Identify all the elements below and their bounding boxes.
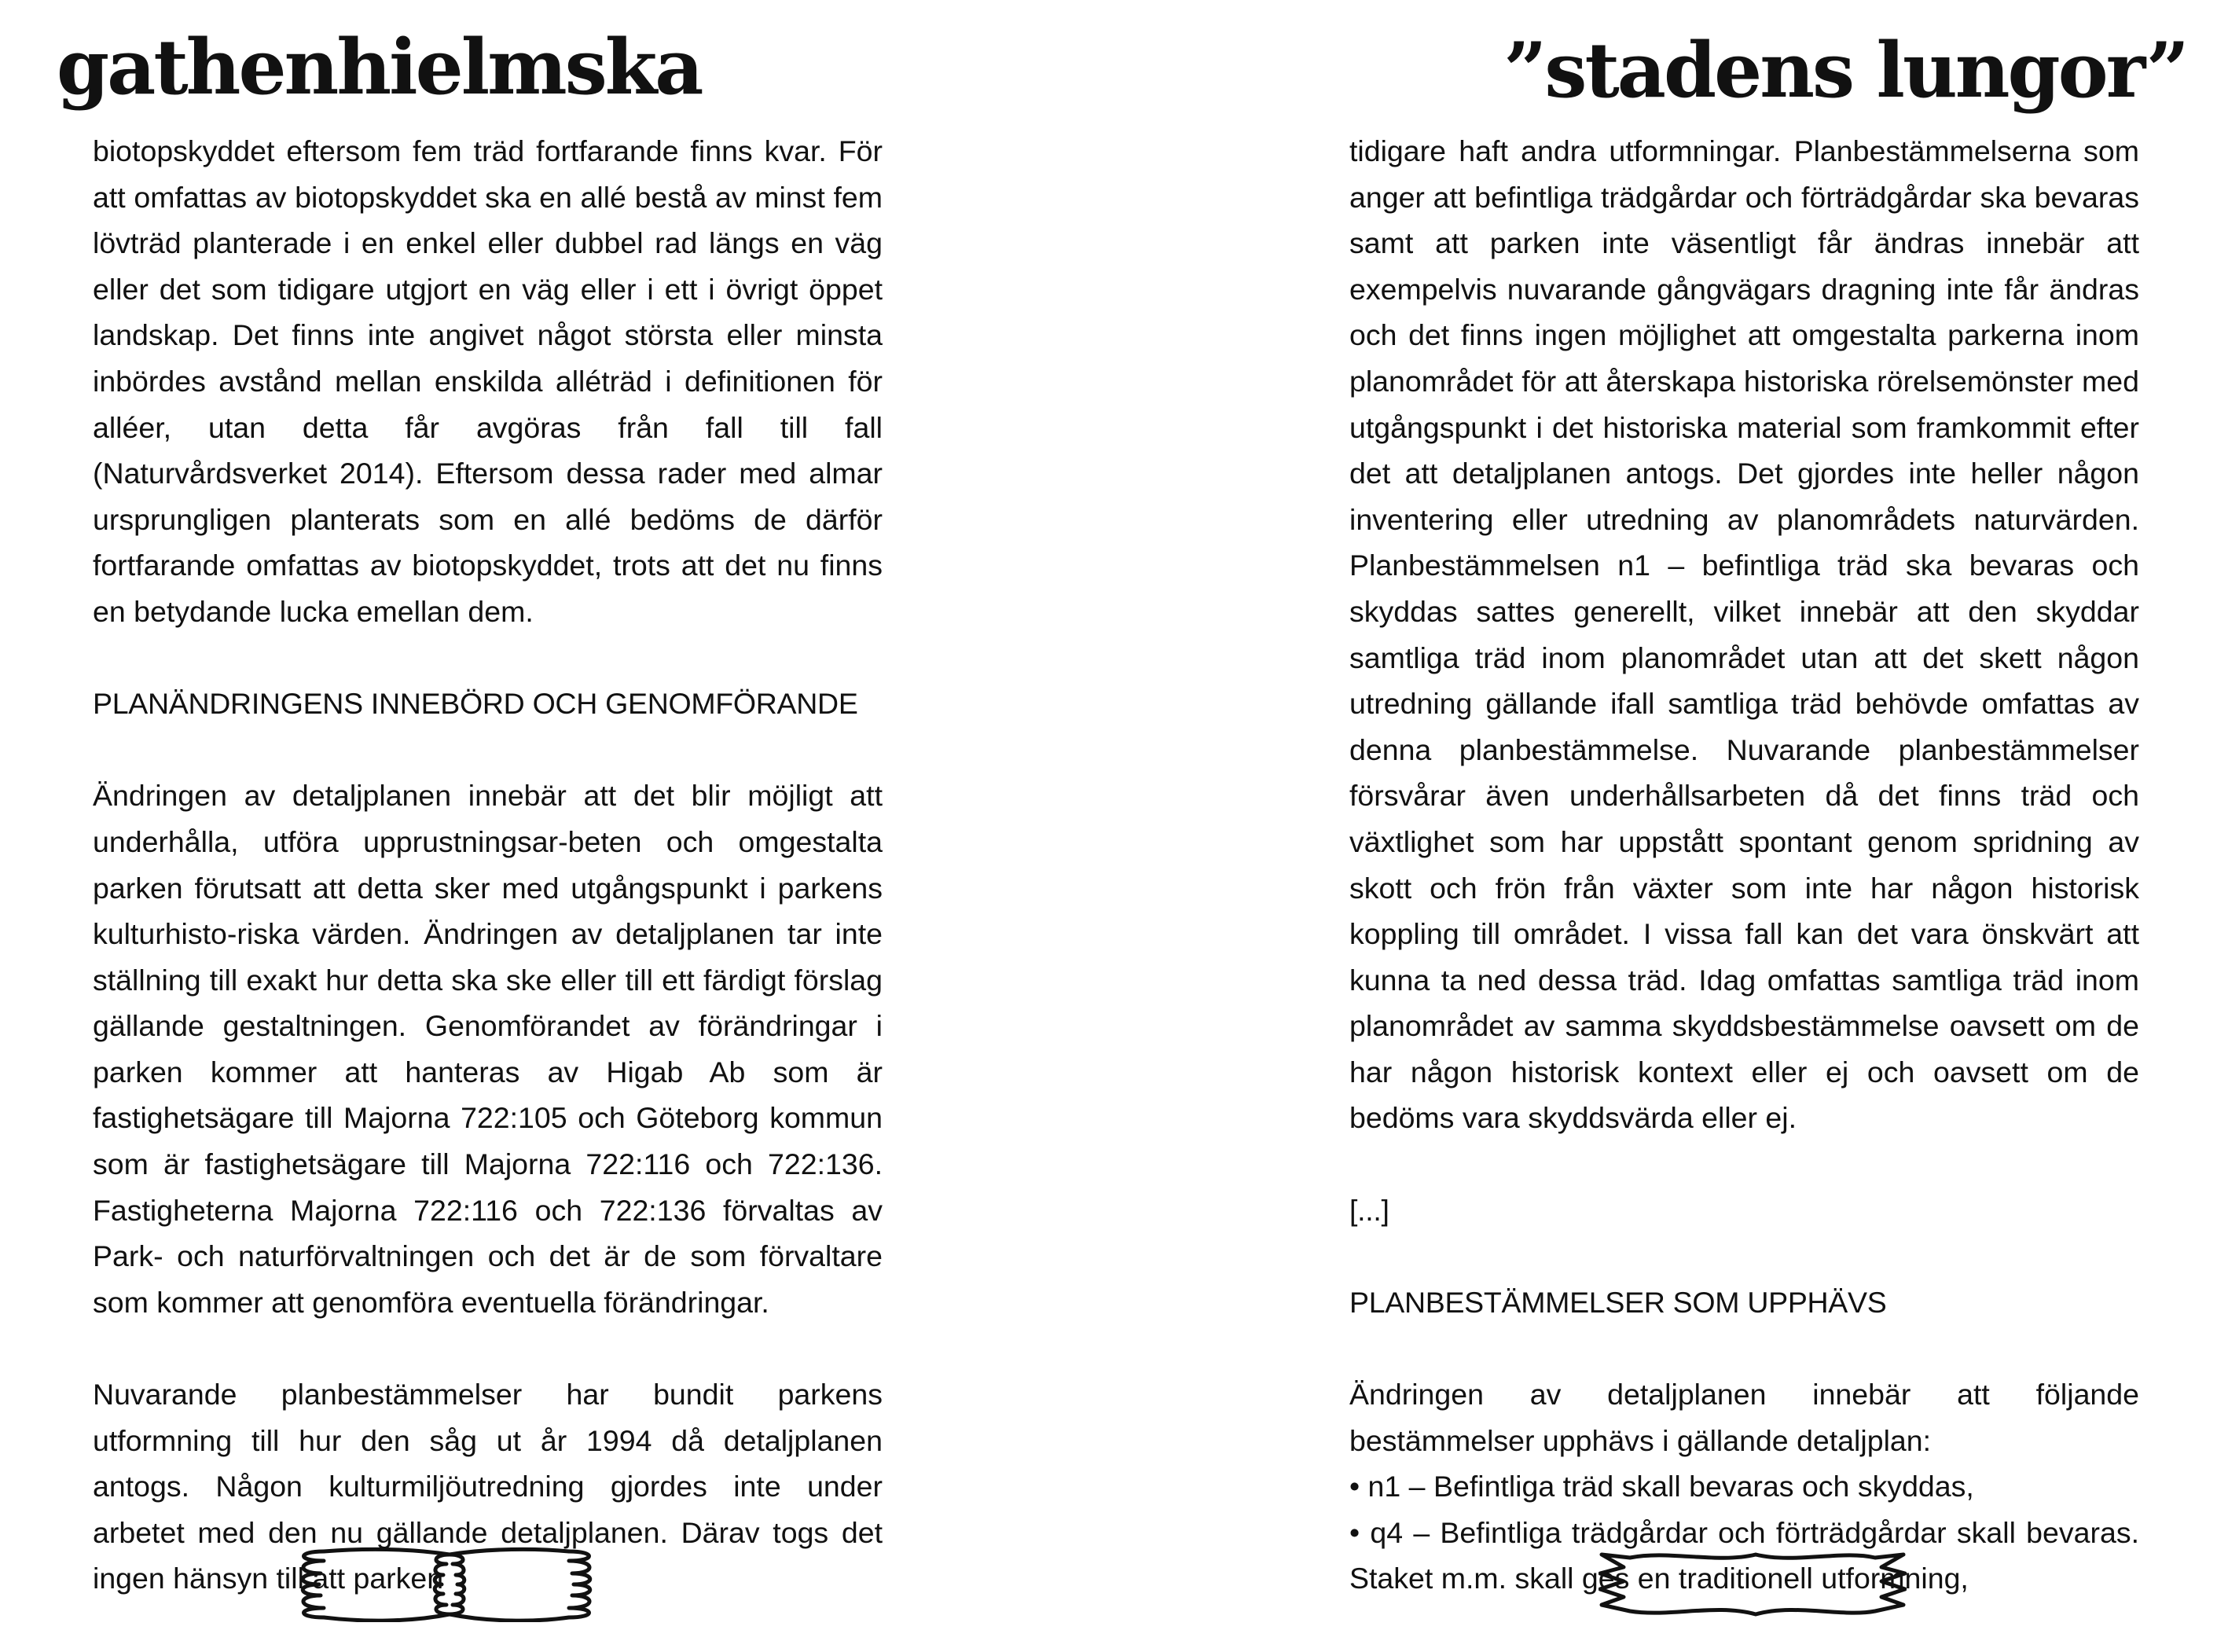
left-page-body [93,128,883,1602]
section-heading: PLANÄNDRINGENS INNEBÖRD OCH GENOMFÖRANDE [93,687,858,721]
ellipsis-marker: [...] [1349,1193,1389,1227]
body-paragraph: biotopskyddet eftersom fem träd fortfarande finns kvar. För att omfattas av biotopskyddet ska en allé bestå av minst fem lövträd planterade i en enkel eller dubbel rad längs en väg eller det som tidigare utgjort en väg eller i ett i övrigt öppet landskap. Det finns inte angivet något största eller minsta inbördes avstånd mellan enskilda alléträd i definitionen för alléer, utan detta får avgöras från fall till fall (Naturvårdsverket 2014). Eftersom dessa rader med almar ursprungligen planterats som en allé bedöms de därför fortfarande omfattas av biotopskyddet, trots att det nu finns en betydande lucka emellan dem. [93,134,883,628]
list-item: • q4 – Befintliga trädgårdar och förträdgårdar skall bevaras. Staket m.m. skall ges en traditionell utformning, [1349,1515,2139,1595]
body-paragraph: Ändringen av detaljplanen innebär att det blir möjligt att underhålla, utföra upprustningsar-beten och omgestalta parken förutsatt att detta sker med utgångspunkt i parkens kulturhisto-riska värden. Ändringen av detaljplanen tar inte ställning till exakt hur detta ska ske eller till ett färdigt förslag gällande gestaltningen. Genomförandet av förändringar i parken kommer att hanteras av Higab Ab som är fastighetsägare till Majorna 722:105 och Göteborg kommun som är fastighetsägare till Majorna 722:116 och 722:136. Fastigheterna Majorna 722:116 och 722:136 förvaltas av Park- och naturförvaltningen och det är de som förvaltare som kommer att genomföra eventuella förändringar. [93,779,883,1319]
jagged-banner-ornament [1599,1545,1907,1622]
body-paragraph: Nuvarande planbestämmelser har bundit parkens utformning till hur den såg ut år 1994 då detaljplanen antogs. Någon kulturmiljöutredning gjordes inte under arbetet med den nu gällande detaljplanen. Därav togs det ingen hänsyn till att parken [93,1378,883,1595]
list-item: • n1 – Befintliga träd skall bevaras och skyddas, [1349,1470,1974,1503]
wavy-brackets-ornament [292,1547,600,1622]
body-paragraph: tidigare haft andra utformningar. Planbestämmelserna som anger att befintliga trädgårdar och förträdgårdar ska bevaras samt att parken inte väsentligt får ändras innebär att exempelvis nuvarande gångvägars dragning inte får ändras och det finns ingen möjlighet att omgestalta parkerna inom planområdet för att återskapa historiska rörelsemönster med utgångspunkt i det historiska material som framkommit efter det att detaljplanen antogs. Det gjordes inte heller någon inventering eller utredning av planområdets naturvärden. Planbestämmelsen n1 – befintliga träd ska bevaras och skyddas sattes generellt, vilket innebär att den skyddar samtliga träd inom planområdet utan att det skett någon utredning gällande ifall samtliga träd behövde omfattas av denna planbestämmelse. Nuvarande planbestämmelser försvårar även underhållsarbeten då det finns träd och växtlighet som har uppstått spontant genom spridning av skott och frön från växter som inte har någon historisk koppling till området. I vissa fall kan det vara önskvärt att kunna ta ned dessa träd. Idag omfattas samtliga träd inom planområdet av samma skyddsbestämmelse oavsett om de har någon historisk kontext eller ej och oavsett om de bedöms vara skyddsvärda eller ej. [1349,134,2139,1135]
section-heading: PLANBESTÄMMELSER SOM UPPHÄVS [1349,1285,1887,1319]
right-page-title: ”stadens lungor” [1503,26,2187,115]
body-paragraph: Ändringen av detaljplanen innebär att följande bestämmelser upphävs i gällande detaljplan: [1349,1378,2139,1457]
right-page-body [1349,128,2139,1602]
left-page-title: gathenhielmska [57,23,702,112]
